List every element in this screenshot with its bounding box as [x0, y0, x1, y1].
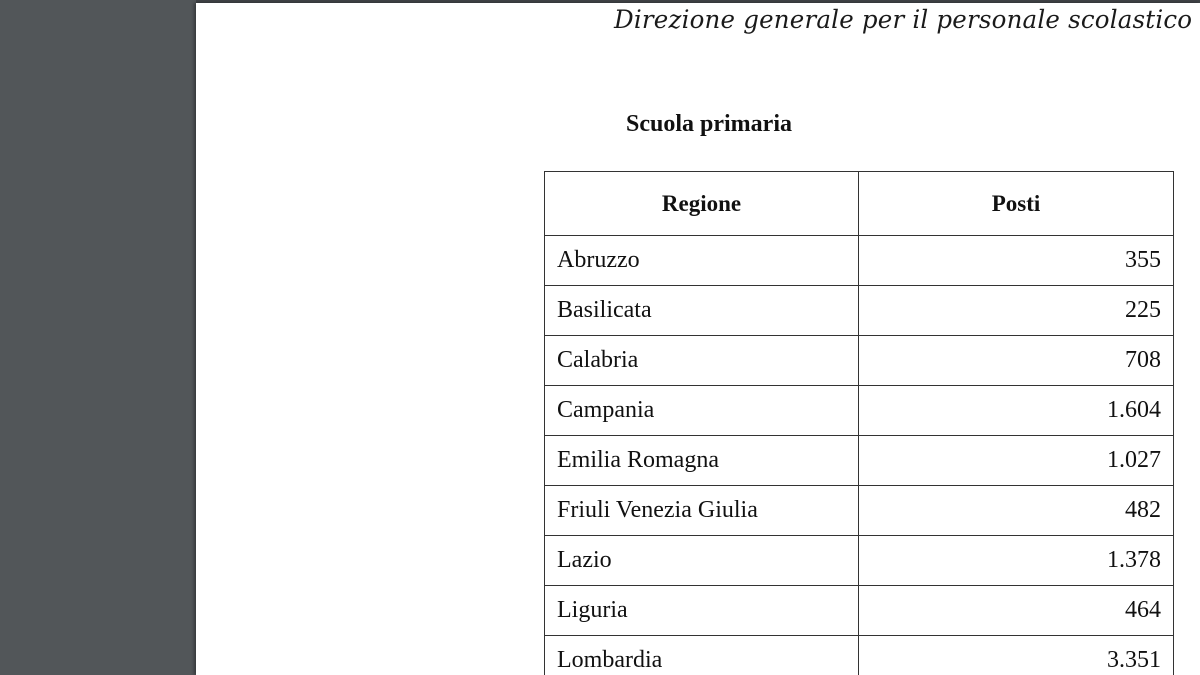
viewer-gutter [0, 0, 196, 675]
cell-posti: 3.351 [859, 636, 1174, 675]
table-row [545, 386, 1174, 436]
cell-posti: 482 [859, 486, 1174, 536]
cell-posti: 355 [859, 236, 1174, 286]
cell-regione: Friuli Venezia Giulia [545, 486, 859, 536]
cell-regione: Basilicata [545, 286, 859, 336]
column-header-regione: Regione [545, 172, 859, 236]
section-title: Scuola primaria [626, 111, 792, 137]
table-row [545, 586, 1174, 636]
table-header-row [545, 172, 1174, 236]
table-row [545, 236, 1174, 286]
cell-regione: Campania [545, 386, 859, 436]
table-row [545, 286, 1174, 336]
page-header: Direzione generale per il personale scolastico [614, 5, 1193, 34]
cell-posti: 1.027 [859, 436, 1174, 486]
cell-regione: Lombardia [545, 636, 859, 675]
posti-table [544, 171, 1174, 675]
cell-posti: 708 [859, 336, 1174, 386]
table-row [545, 336, 1174, 386]
cell-regione: Lazio [545, 536, 859, 586]
table-row [545, 486, 1174, 536]
cell-posti: 1.604 [859, 386, 1174, 436]
cell-regione: Emilia Romagna [545, 436, 859, 486]
table-row [545, 636, 1174, 675]
cell-posti: 464 [859, 586, 1174, 636]
cell-regione: Calabria [545, 336, 859, 386]
table-row [545, 536, 1174, 586]
cell-regione: Liguria [545, 586, 859, 636]
table-row [545, 436, 1174, 486]
cell-posti: 1.378 [859, 536, 1174, 586]
cell-regione: Abruzzo [545, 236, 859, 286]
cell-posti: 225 [859, 286, 1174, 336]
column-header-posti: Posti [859, 172, 1174, 236]
document-page[interactable] [196, 3, 1200, 675]
